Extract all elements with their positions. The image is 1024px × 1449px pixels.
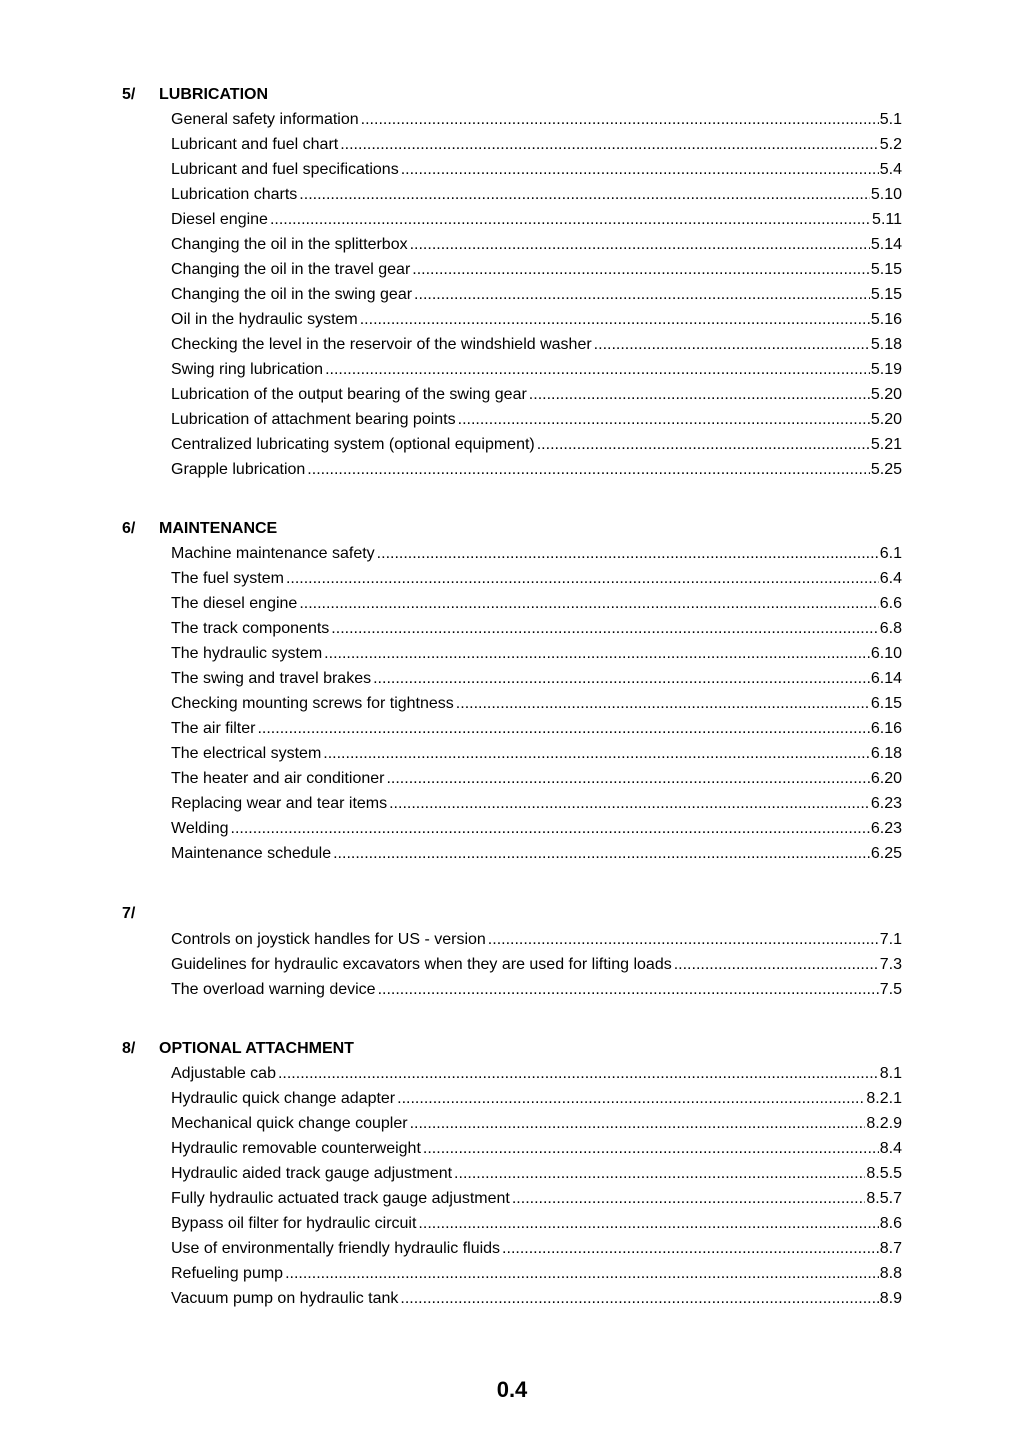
toc-section-optional-attachment — [0, 1036, 1024, 1311]
toc-entry-page: 6.4 — [879, 570, 902, 587]
dot-leader — [400, 1286, 878, 1311]
section-heading — [0, 516, 1024, 541]
toc-entry-label: Lubrication of attachment bearing points — [171, 411, 456, 428]
toc-entry-label: Controls on joystick handles for US - version — [171, 931, 486, 948]
toc-entry-label: Oil in the hydraulic system — [171, 311, 358, 328]
toc-entry-label: Use of environmentally friendly hydraulic fluids — [171, 1240, 501, 1257]
toc-entry — [171, 616, 902, 641]
toc-entry — [171, 927, 902, 952]
dot-leader — [397, 1086, 865, 1111]
dot-leader — [286, 566, 879, 591]
toc-entry-page: 8.1 — [879, 1065, 902, 1082]
toc-entry-page: 5.20 — [870, 411, 902, 428]
dot-leader — [458, 407, 870, 432]
toc-entry-label: General safety information — [171, 111, 359, 128]
dot-leader — [323, 741, 870, 766]
toc-entry-label: Replacing wear and tear items — [171, 795, 388, 812]
dot-leader — [537, 432, 870, 457]
toc-entry — [171, 132, 902, 157]
dot-leader — [386, 766, 869, 791]
dot-leader — [502, 1236, 879, 1261]
toc-section-7 — [0, 901, 1024, 1002]
dot-leader — [307, 457, 870, 482]
toc-entry-label: Lubricant and fuel chart — [171, 136, 339, 153]
toc-entry — [171, 816, 902, 841]
dot-leader — [401, 157, 879, 182]
toc-entry-page: 6.20 — [870, 770, 902, 787]
toc-entry-label: Adjustable cab — [171, 1065, 276, 1082]
toc-entry-page: 5.20 — [870, 386, 902, 403]
section-title: LUBRICATION — [159, 86, 269, 103]
toc-entry-page: 6.1 — [879, 545, 902, 562]
toc-entry-label: The overload warning device — [171, 981, 376, 998]
toc-entry-label: The swing and travel brakes — [171, 670, 372, 687]
toc-entry-page: 8.4 — [879, 1140, 902, 1157]
toc-entry-label: The hydraulic system — [171, 645, 323, 662]
dot-leader — [257, 716, 869, 741]
toc-entry — [171, 591, 902, 616]
dot-leader — [454, 1161, 865, 1186]
toc-entry-page: 8.2.1 — [866, 1090, 902, 1107]
toc-entry — [171, 1111, 902, 1136]
dot-leader — [231, 816, 870, 841]
toc-entry — [171, 1086, 902, 1111]
dot-leader — [299, 182, 870, 207]
toc-entry-page: 5.4 — [879, 161, 902, 178]
toc-entry — [171, 841, 902, 866]
dot-leader — [456, 691, 870, 716]
toc-entry-page: 5.10 — [870, 186, 902, 203]
toc-entry-page: 8.2.9 — [866, 1115, 902, 1132]
toc-entry — [171, 1286, 902, 1311]
dot-leader — [270, 207, 871, 232]
toc-entry-label: Refueling pump — [171, 1265, 284, 1282]
toc-entry-page: 7.1 — [879, 931, 902, 948]
toc-entry-label: The electrical system — [171, 745, 322, 762]
toc-entry — [171, 1061, 902, 1086]
toc-entry — [171, 1161, 902, 1186]
dot-leader — [285, 1261, 879, 1286]
dot-leader — [423, 1136, 879, 1161]
toc-entry-page: 5.1 — [879, 111, 902, 128]
toc-entry-label: Fully hydraulic actuated track gauge adjustment — [171, 1190, 510, 1207]
toc-entry-page: 8.5.7 — [866, 1190, 902, 1207]
toc-entry — [171, 307, 902, 332]
toc-entry — [171, 407, 902, 432]
toc-entry-page: 8.5.5 — [866, 1165, 902, 1182]
dot-leader — [333, 841, 870, 866]
toc-entry — [171, 666, 902, 691]
toc-entry — [171, 382, 902, 407]
section-heading — [0, 1036, 1024, 1061]
toc-entry-page: 6.14 — [870, 670, 902, 687]
toc-section-lubrication — [0, 82, 1024, 482]
toc-entry-page: 5.11 — [872, 211, 902, 228]
toc-entry — [171, 641, 902, 666]
toc-entry-page: 5.19 — [870, 361, 902, 378]
toc-entry-label: Lubrication charts — [171, 186, 298, 203]
dot-leader — [674, 952, 879, 977]
toc-entry — [171, 207, 902, 232]
toc-entry — [171, 232, 902, 257]
toc-entry-page: 6.16 — [870, 720, 902, 737]
toc-entry — [171, 541, 902, 566]
section-title: OPTIONAL ATTACHMENT — [159, 1040, 354, 1057]
toc-entry — [171, 182, 902, 207]
dot-leader — [373, 666, 870, 691]
section-heading — [0, 901, 1024, 926]
toc-entry — [171, 952, 902, 977]
section-number: 5/ — [122, 86, 136, 103]
toc-entry — [171, 257, 902, 282]
toc-entry-page: 5.18 — [870, 336, 902, 353]
toc-entry — [171, 716, 902, 741]
toc-entry-page: 7.5 — [879, 981, 902, 998]
toc-entry-label: Checking mounting screws for tightness — [171, 695, 454, 712]
section-number: 7/ — [122, 905, 136, 922]
toc-entry — [171, 766, 902, 791]
toc-entry-label: Mechanical quick change coupler — [171, 1115, 408, 1132]
toc-entry — [171, 1211, 902, 1236]
toc-entry-page: 5.15 — [870, 261, 902, 278]
toc-entry — [171, 432, 902, 457]
toc-entry-page: 8.8 — [879, 1265, 902, 1282]
toc-entry — [171, 977, 902, 1002]
dot-leader — [378, 977, 879, 1002]
dot-leader — [331, 616, 878, 641]
dot-leader — [377, 541, 879, 566]
toc-entry-label: Vacuum pump on hydraulic tank — [171, 1290, 399, 1307]
toc-entry-page: 6.6 — [879, 595, 902, 612]
dot-leader — [412, 257, 870, 282]
toc-entry-label: Bypass oil filter for hydraulic circuit — [171, 1215, 417, 1232]
toc-entry-label: Hydraulic aided track gauge adjustment — [171, 1165, 453, 1182]
toc-entry-label: Centralized lubricating system (optional equipment) — [171, 436, 535, 453]
toc-entry-label: Changing the oil in the travel gear — [171, 261, 411, 278]
toc-entry-page: 5.2 — [879, 136, 902, 153]
toc-entry-label: Guidelines for hydraulic excavators when they are used for lifting loads — [171, 956, 672, 973]
toc-entry — [171, 1186, 902, 1211]
section-title: MAINTENANCE — [159, 520, 278, 537]
dot-leader — [324, 641, 870, 666]
dot-leader — [389, 791, 870, 816]
toc-entry — [171, 357, 902, 382]
dot-leader — [299, 591, 878, 616]
dot-leader — [325, 357, 870, 382]
toc-list — [0, 541, 1024, 866]
toc-entry — [171, 157, 902, 182]
dot-leader — [360, 307, 870, 332]
toc-entry-page: 6.23 — [870, 820, 902, 837]
dot-leader — [418, 1211, 878, 1236]
toc-entry-label: Changing the oil in the swing gear — [171, 286, 413, 303]
toc-entry — [171, 457, 902, 482]
toc-entry-label: The fuel system — [171, 570, 284, 587]
toc-entry-label: Lubricant and fuel specifications — [171, 161, 399, 178]
toc-entry-label: Checking the level in the reservoir of the windshield washer — [171, 336, 592, 353]
toc-entry-page: 7.3 — [879, 956, 902, 973]
toc-entry-label: Changing the oil in the splitterbox — [171, 236, 408, 253]
toc-section-maintenance — [0, 516, 1024, 866]
toc-entry-page: 6.10 — [870, 645, 902, 662]
dot-leader — [488, 927, 879, 952]
page-number: 0.4 — [496, 1377, 528, 1402]
dot-leader — [410, 1111, 866, 1136]
toc-entry-page: 5.14 — [870, 236, 902, 253]
toc-entry-label: Machine maintenance safety — [171, 545, 375, 562]
toc-entry-label: The heater and air conditioner — [171, 770, 385, 787]
toc-entry-label: Maintenance schedule — [171, 845, 332, 862]
section-number: 8/ — [122, 1040, 136, 1057]
toc-entry — [171, 741, 902, 766]
dot-leader — [512, 1186, 866, 1211]
toc-entry-page: 5.21 — [870, 436, 902, 453]
toc-entry-label: Lubrication of the output bearing of the swing gear — [171, 386, 527, 403]
toc-entry-label: Diesel engine — [171, 211, 268, 228]
toc-entry-page: 5.15 — [870, 286, 902, 303]
toc-entry-label: Hydraulic removable counterweight — [171, 1140, 421, 1157]
section-number: 6/ — [122, 520, 136, 537]
toc-entry — [171, 282, 902, 307]
toc-entry-label: The air filter — [171, 720, 256, 737]
dot-leader — [278, 1061, 879, 1086]
toc-entry-page: 6.15 — [870, 695, 902, 712]
toc-entry-label: Grapple lubrication — [171, 461, 306, 478]
toc-list — [0, 1061, 1024, 1311]
toc-entry-page: 8.6 — [879, 1215, 902, 1232]
toc-entry — [171, 1236, 902, 1261]
toc-list — [0, 927, 1024, 1002]
toc-entry — [171, 691, 902, 716]
dot-leader — [414, 282, 870, 307]
toc-list — [0, 107, 1024, 482]
dot-leader — [594, 332, 870, 357]
dot-leader — [410, 232, 870, 257]
toc-entry — [171, 1136, 902, 1161]
toc-entry — [171, 332, 902, 357]
toc-entry-page: 6.25 — [870, 845, 902, 862]
toc-entry-page: 5.16 — [870, 311, 902, 328]
toc-entry — [171, 1261, 902, 1286]
toc-entry-label: Swing ring lubrication — [171, 361, 324, 378]
toc-entry-label: The track components — [171, 620, 330, 637]
toc-entry-page: 5.25 — [870, 461, 902, 478]
toc-entry-page: 6.18 — [870, 745, 902, 762]
section-heading — [0, 82, 1024, 107]
toc-entry — [171, 791, 902, 816]
toc-entry-label: Welding — [171, 820, 229, 837]
dot-leader — [529, 382, 870, 407]
toc-entry-page: 8.7 — [879, 1240, 902, 1257]
toc-entry-label: The diesel engine — [171, 595, 298, 612]
dot-leader — [340, 132, 879, 157]
toc-entry — [171, 107, 902, 132]
toc-entry — [171, 566, 902, 591]
toc-entry-label: Hydraulic quick change adapter — [171, 1090, 396, 1107]
toc-entry-page: 8.9 — [879, 1290, 902, 1307]
toc-entry-page: 6.8 — [879, 620, 902, 637]
toc-entry-page: 6.23 — [870, 795, 902, 812]
dot-leader — [361, 107, 879, 132]
